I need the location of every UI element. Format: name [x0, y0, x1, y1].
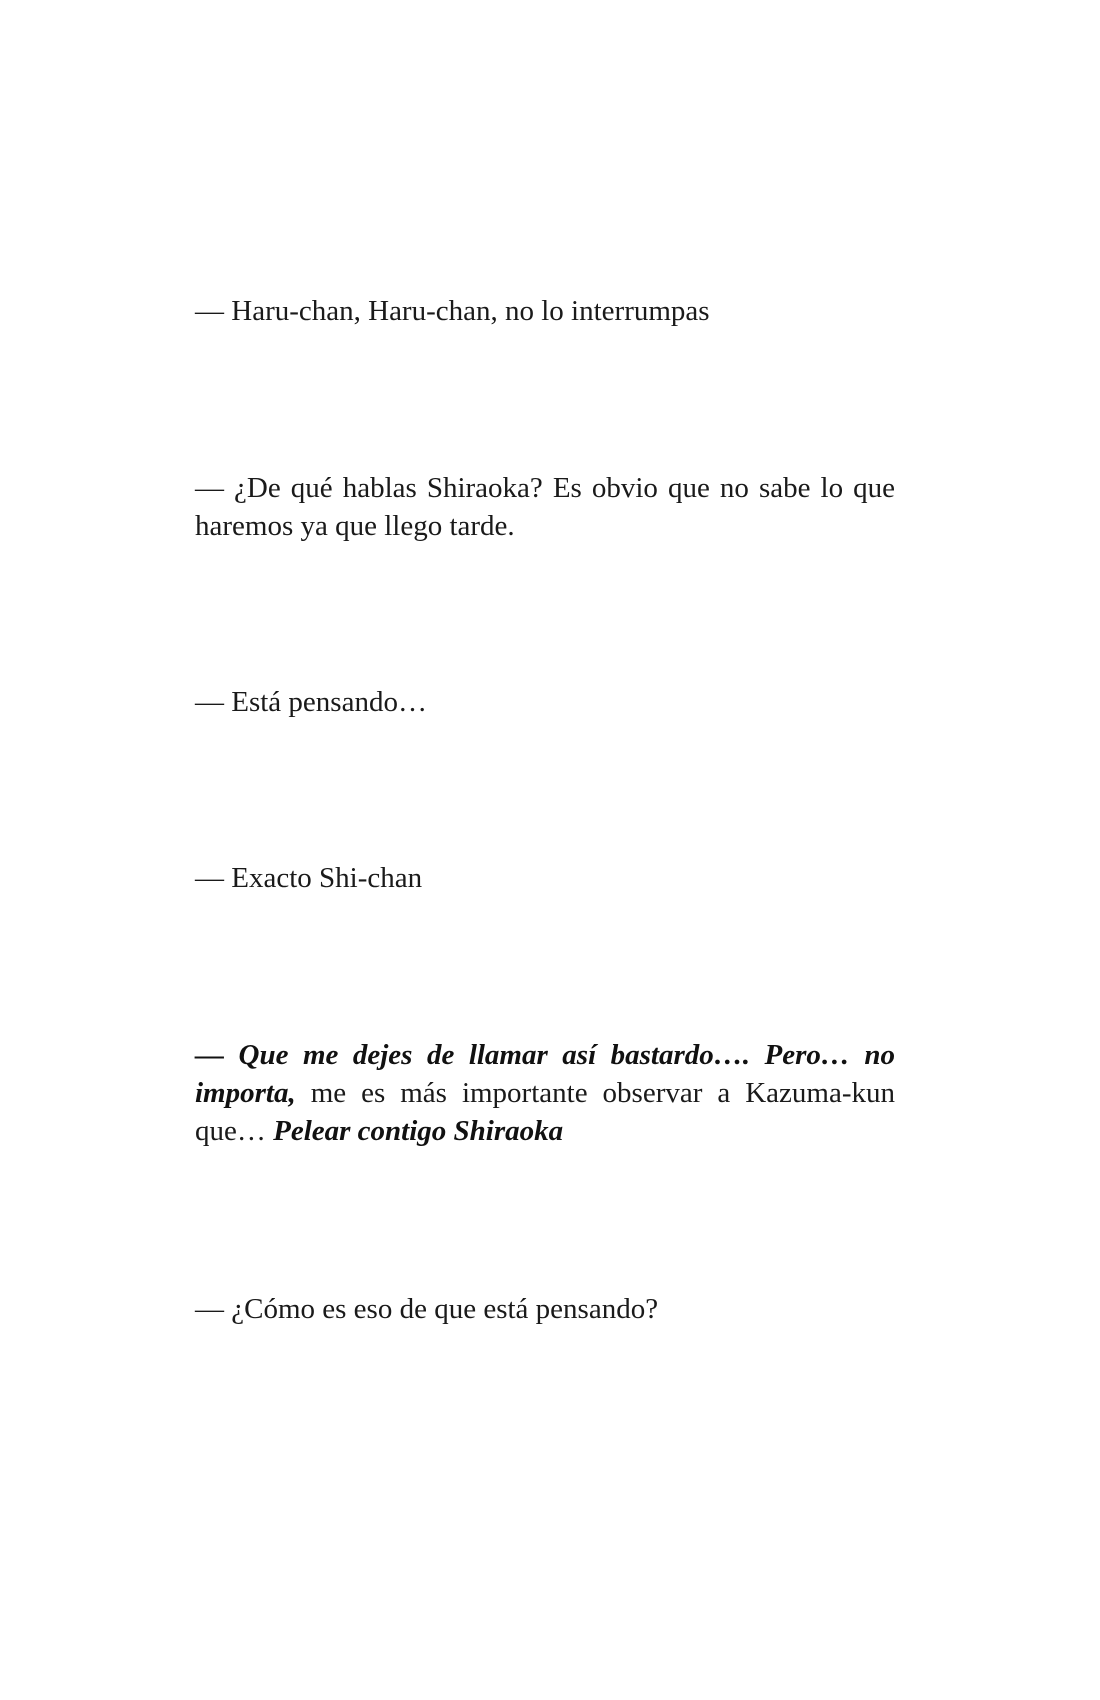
plain-text: me es más importante observar a Kazuma-kun que… [195, 1077, 895, 1147]
dialogue-line-5 [195, 1036, 895, 1150]
dialogue-line-3: — Está pensando… [195, 686, 427, 718]
emphasized-text: Que me dejes de llamar así bastardo…. Pero… no importa, [195, 1039, 895, 1109]
dialogue-line-4: — Exacto Shi-chan [195, 862, 423, 894]
dialogue-line-6: — ¿Cómo es eso de que está pensando? [195, 1293, 659, 1325]
dialogue-line-2: — ¿De qué hablas Shiraoka? Es obvio que no sabe lo que haremos ya que llego tarde. [195, 472, 895, 542]
dialogue-dash: — [195, 1039, 239, 1071]
dialogue-line-1: — Haru-chan, Haru-chan, no lo interrumpas [195, 295, 710, 327]
emphasized-text: Pelear contigo Shiraoka [273, 1115, 564, 1147]
